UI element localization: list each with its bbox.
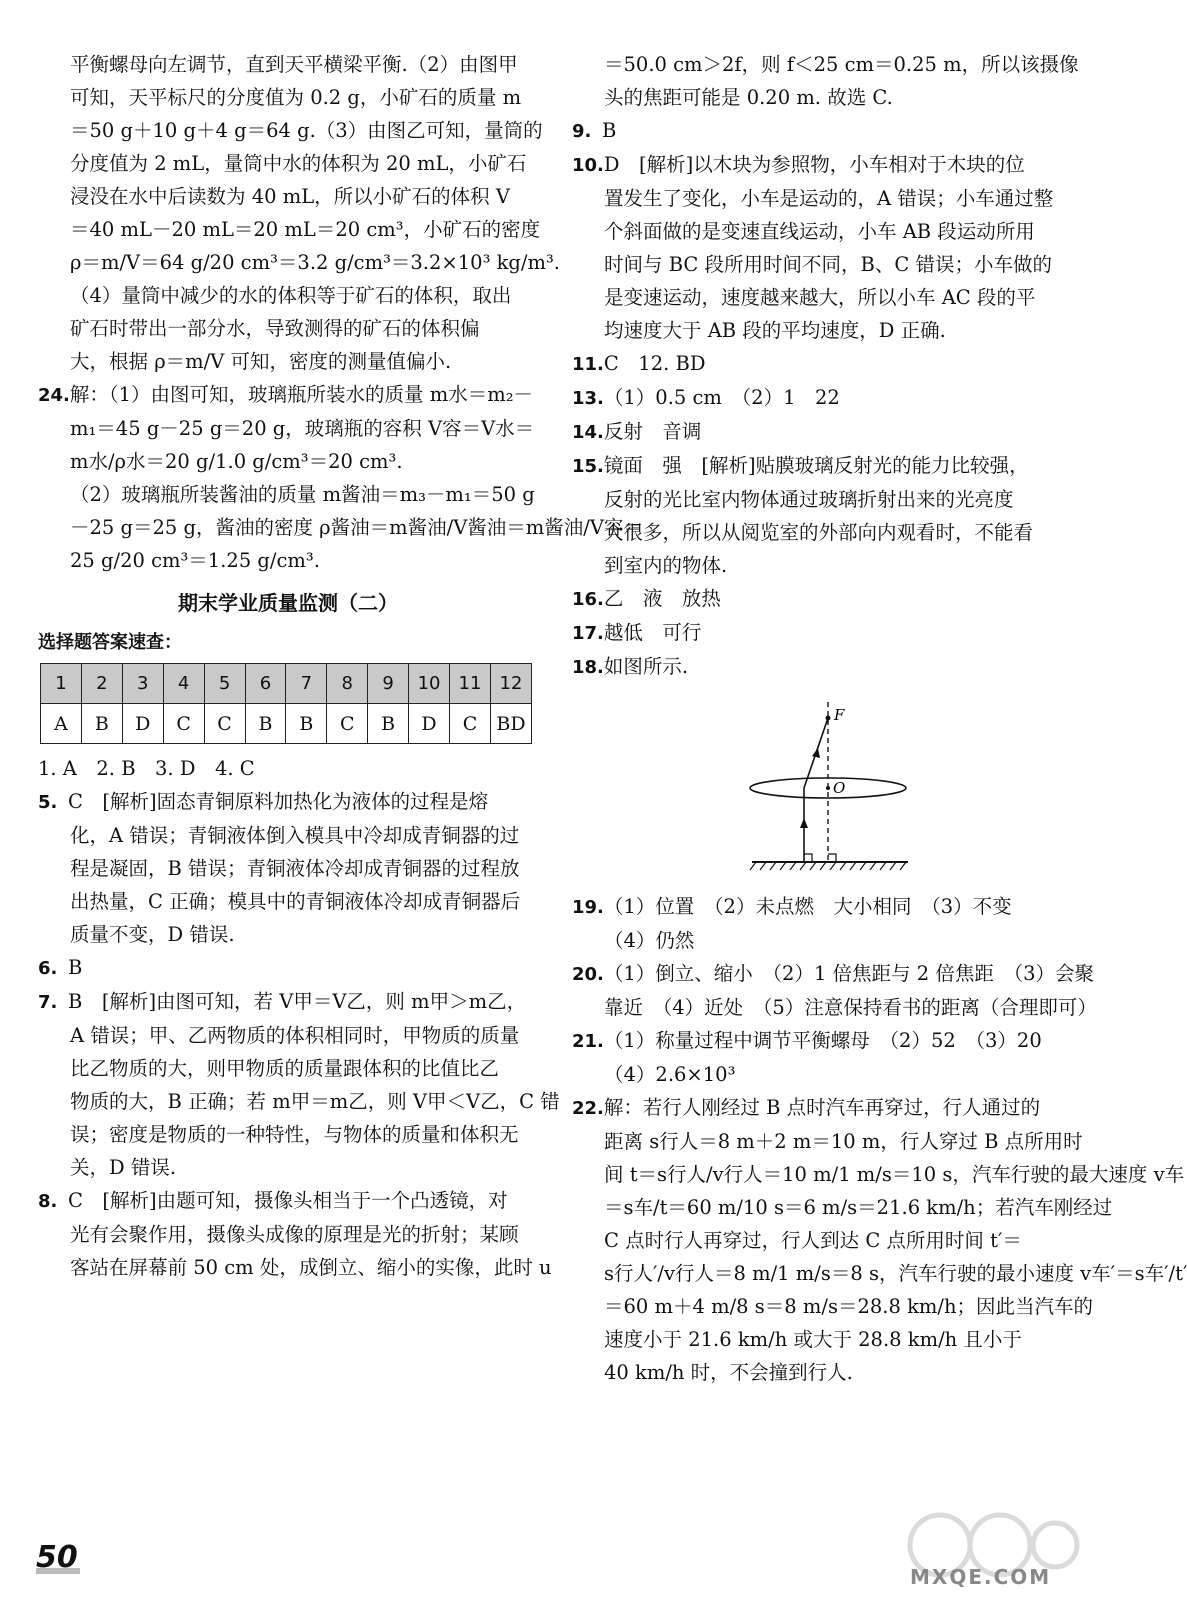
answer-table-number-cell: 7 xyxy=(286,664,327,704)
text-line xyxy=(572,957,1095,991)
text-line xyxy=(38,213,541,246)
text-line xyxy=(572,48,1079,81)
answer-table-answer-cell: D xyxy=(122,704,163,744)
watermark-text: MXQE.COM xyxy=(910,1565,1052,1589)
line-text: 25 g/20 cm³＝1.25 g/cm³. xyxy=(70,549,320,572)
text-line xyxy=(572,1224,1072,1257)
text-line xyxy=(572,582,1072,616)
text-line xyxy=(572,1323,1072,1356)
line-text: B [解析]由图可知，若 V甲＝V乙，则 m甲＞m乙， xyxy=(68,990,527,1013)
line-text: 大，根据 ρ＝m/V 可知，密度的测量值偏小. xyxy=(70,350,452,373)
line-text: 置发生了变化，小车是运动的，A 错误；小车通过整 xyxy=(604,187,1054,210)
question-number: 19. xyxy=(572,897,604,918)
line-text: 乙 液 放热 xyxy=(603,587,721,610)
text-line xyxy=(572,1191,1113,1224)
text-line xyxy=(38,885,538,918)
text-line xyxy=(38,511,643,544)
line-text: （4）仍然 xyxy=(604,929,695,952)
text-line xyxy=(38,180,538,213)
answer-table xyxy=(40,663,532,744)
line-text: 客站在屏幕前 50 cm 处，成倒立、缩小的实像，此时 u xyxy=(70,1256,552,1279)
right-text-block-1 xyxy=(572,48,1079,684)
line-text: 到室内的物体. xyxy=(604,554,728,577)
text-line xyxy=(38,1019,538,1052)
text-line xyxy=(38,1118,538,1151)
line-text: ＝s车/t＝60 m/10 s＝6 m/s＝21.6 km/h；若汽车刚经过 xyxy=(604,1196,1113,1219)
answer-table-answer-cell: D xyxy=(409,704,450,744)
line-text: 程是凝固，B 错误；青铜液体冷却成青铜器的过程放 xyxy=(70,857,520,880)
text-line xyxy=(38,1151,538,1184)
line-text: －25 g＝25 g，酱油的密度 ρ酱油＝m酱油/V酱油＝m酱油/V容＝ xyxy=(70,516,643,539)
line-text: 40 km/h 时，不会撞到行人. xyxy=(604,1361,853,1384)
line-text: （1）位置 （2）未点燃 大小相同 （3）不变 xyxy=(603,895,1012,918)
line-text: 1. A 2. B 3. D 4. C xyxy=(38,757,255,780)
text-line xyxy=(38,378,538,412)
answer-table-header-row xyxy=(41,664,532,704)
refracted-ray-arrow xyxy=(812,748,820,758)
text-line xyxy=(572,991,1097,1024)
line-text: （2）玻璃瓶所装酱油的质量 m酱油＝m₃－m₁＝50 g xyxy=(70,483,535,506)
line-text: D [解析]以木块为参照物，小车相对于木块的位 xyxy=(603,153,1025,176)
center-label: O xyxy=(833,779,846,797)
answer-table-answer-cell: B xyxy=(286,704,327,744)
text-line xyxy=(572,215,1072,248)
text-line xyxy=(38,1184,538,1218)
text-line xyxy=(572,314,1072,347)
text-line xyxy=(572,1058,1072,1091)
right-angle-mark-axis xyxy=(828,854,836,862)
line-text: 速度小于 21.6 km/h 或大于 28.8 km/h 且小于 xyxy=(604,1328,1022,1351)
text-line xyxy=(572,1257,1187,1290)
text-line xyxy=(572,1356,1072,1389)
line-text: 浸没在水中后读数为 40 mL，所以小矿石的体积 V xyxy=(70,185,510,208)
line-text: 分度值为 2 mL，量筒中水的体积为 20 mL，小矿石 xyxy=(70,152,527,175)
line-text: 头的焦距可能是 0.20 m. 故选 C. xyxy=(604,86,893,109)
text-line xyxy=(38,445,538,478)
text-line xyxy=(38,852,538,885)
text-line xyxy=(572,81,1072,114)
text-line xyxy=(572,924,1072,957)
right-angle-mark-ray xyxy=(804,854,812,862)
question-number: 15. xyxy=(572,456,604,477)
text-line xyxy=(572,248,1072,281)
line-text: C [解析]由题可知，摄像头相当于一个凸透镜，对 xyxy=(68,1189,508,1212)
text-line xyxy=(38,819,538,852)
lens-ray-diagram xyxy=(572,690,1072,890)
text-line xyxy=(572,415,1072,449)
answer-table-number-cell: 1 xyxy=(41,664,82,704)
line-text: 质量不变，D 错误. xyxy=(70,923,235,946)
text-line xyxy=(572,1125,1083,1158)
question-number: 22. xyxy=(572,1098,604,1119)
line-text: C [解析]固态青铜原料加热化为液体的过程是熔 xyxy=(68,790,489,813)
text-line xyxy=(572,1290,1094,1323)
line-text: （1）0.5 cm （2）1 22 xyxy=(603,386,840,409)
text-line xyxy=(38,951,538,985)
text-line xyxy=(38,246,560,279)
line-text: B xyxy=(602,119,617,142)
answer-table-answer-cell: C xyxy=(327,704,368,744)
answer-table-answer-cell: B xyxy=(81,704,122,744)
right-text-block-2 xyxy=(572,890,1187,1389)
line-text: 是变速运动，速度越来越大，所以小车 AC 段的平 xyxy=(604,286,1036,309)
line-text: 出热量，C 正确；模具中的青铜液体冷却成青铜器后 xyxy=(70,890,521,913)
line-text: 反射的光比室内物体通过玻璃折射出来的光亮度 xyxy=(604,488,1014,511)
line-text: 平衡螺母向左调节，直到天平横梁平衡.（2）由图甲 xyxy=(70,53,518,76)
line-text: 个斜面做的是变速直线运动，小车 AB 段运动所用 xyxy=(604,220,1035,243)
lens-ray-svg xyxy=(572,690,1072,890)
question-number: 6. xyxy=(38,958,58,979)
text-line xyxy=(38,752,538,785)
line-text: s行人′/v行人＝8 m/1 m/s＝8 s，汽车行驶的最小速度 v车′＝s车′/t′ xyxy=(604,1262,1187,1285)
line-text: ＝50 g＋10 g＋4 g＝64 g.（3）由图乙可知，量筒的 xyxy=(70,119,543,142)
line-text: 大很多，所以从阅览室的外部向内观看时，不能看 xyxy=(604,521,1034,544)
line-text: 越低 可行 xyxy=(603,621,702,644)
answer-table-number-cell: 11 xyxy=(450,664,491,704)
answer-table-number-cell: 12 xyxy=(490,664,531,704)
line-text: C 12. BD xyxy=(603,352,706,375)
text-line xyxy=(38,312,538,345)
page-number: 50 xyxy=(36,1540,78,1575)
line-text: A 错误；甲、乙两物质的体积相同时，甲物质的质量 xyxy=(70,1024,520,1047)
answer-table-answer-cell: A xyxy=(41,704,82,744)
question-number: 7. xyxy=(38,992,58,1013)
question-number: 17. xyxy=(572,623,604,644)
answer-table-answer-cell: C xyxy=(163,704,204,744)
line-text: 距离 s行人＝8 m＋2 m＝10 m，行人穿过 B 点所用时 xyxy=(604,1130,1083,1153)
question-number: 14. xyxy=(572,422,604,443)
line-text: 靠近 （4）近处 （5）注意保持看书的距离（合理即可） xyxy=(604,996,1097,1019)
question-number: 16. xyxy=(572,589,604,610)
line-text: 化，A 错误；青铜液体倒入模具中冷却成青铜器的过 xyxy=(70,824,520,847)
text-line xyxy=(572,483,1072,516)
ground-hatching xyxy=(750,862,906,870)
line-text: （4）2.6×10³ xyxy=(604,1063,736,1086)
answer-table-number-cell: 4 xyxy=(163,664,204,704)
question-number: 11. xyxy=(572,354,604,375)
line-text: 解：若行人刚经过 B 点时汽车再穿过，行人通过的 xyxy=(603,1096,1041,1119)
answer-table-number-cell: 9 xyxy=(368,664,409,704)
question-number: 9. xyxy=(572,121,592,142)
line-text: 如图所示. xyxy=(603,655,689,678)
text-line xyxy=(38,985,538,1019)
text-line xyxy=(38,1052,538,1085)
text-line xyxy=(38,918,538,951)
focus-point xyxy=(826,716,831,721)
line-text: 镜面 强 [解析]贴膜玻璃反射光的能力比较强， xyxy=(603,454,1029,477)
line-text: 解：（1）由图可知，玻璃瓶所装水的质量 m水＝m₂－ xyxy=(69,383,534,406)
quick-answer-title: 选择题答案速查： xyxy=(38,632,182,653)
question-number: 8. xyxy=(38,1191,58,1212)
line-text: 均速度大于 AB 段的平均速度，D 正确. xyxy=(604,319,946,342)
text-line xyxy=(38,345,538,378)
text-line xyxy=(38,48,538,81)
answer-table-answer-cell: C xyxy=(204,704,245,744)
question-number: 5. xyxy=(38,792,58,813)
answer-table-number-cell: 5 xyxy=(204,664,245,704)
line-text: （1）称量过程中调节平衡螺母 （2）52 （3）20 xyxy=(603,1029,1042,1052)
incident-ray-arrow xyxy=(800,818,808,828)
text-line xyxy=(572,182,1072,215)
text-line xyxy=(572,347,1072,381)
text-line xyxy=(38,478,538,511)
answer-table-answer-cell: B xyxy=(368,704,409,744)
line-text: 时间与 BC 段所用时间不同，B、C 错误；小车做的 xyxy=(604,253,1052,276)
text-line xyxy=(38,81,538,114)
question-number: 18. xyxy=(572,657,604,678)
text-line xyxy=(572,1158,1185,1191)
text-line xyxy=(572,449,1072,483)
text-line xyxy=(38,1085,560,1118)
text-line xyxy=(572,148,1072,182)
answer-table-answer-cell: BD xyxy=(490,704,531,744)
text-line xyxy=(572,114,1072,148)
question-number: 20. xyxy=(572,964,604,985)
question-number: 24. xyxy=(38,385,70,406)
text-line xyxy=(572,281,1072,314)
answer-table-answer-cell: C xyxy=(450,704,491,744)
answer-table-answer-row xyxy=(41,704,532,744)
line-text: 可知，天平标尺的分度值为 0.2 g，小矿石的质量 m xyxy=(70,86,522,109)
left-text-block-2 xyxy=(38,752,560,1284)
line-text: ρ＝m/V＝64 g/20 cm³＝3.2 g/cm³＝3.2×10³ kg/m³. xyxy=(70,251,560,274)
text-line xyxy=(572,549,1072,582)
line-text: ＝60 m＋4 m/8 s＝8 m/s＝28.8 km/h；因此当汽车的 xyxy=(604,1295,1094,1318)
line-text: m₁＝45 g－25 g＝20 g，玻璃瓶的容积 V容＝V水＝ xyxy=(70,417,535,440)
text-line xyxy=(572,890,1072,924)
text-line xyxy=(38,412,538,445)
text-line xyxy=(572,650,1072,684)
text-line xyxy=(572,1024,1072,1058)
line-text: B xyxy=(68,956,83,979)
line-text: C 点时行人再穿过，行人到达 C 点所用时间 t′＝ xyxy=(604,1229,1022,1252)
text-line xyxy=(38,279,538,312)
line-text: （4）量筒中减少的水的体积等于矿石的体积，取出 xyxy=(70,284,512,307)
text-line xyxy=(38,1251,552,1284)
text-line xyxy=(38,1218,538,1251)
line-text: m水/ρ水＝20 g/1.0 g/cm³＝20 cm³. xyxy=(70,450,403,473)
optical-center-point xyxy=(826,786,830,790)
line-text: ＝40 mL－20 mL＝20 mL＝20 cm³，小矿石的密度 xyxy=(70,218,541,241)
text-line xyxy=(38,147,538,180)
line-text: 光有会聚作用，摄像头成像的原理是光的折射；某顾 xyxy=(70,1223,519,1246)
right-column xyxy=(572,48,1187,1389)
answer-table-number-cell: 8 xyxy=(327,664,368,704)
text-line xyxy=(572,381,1072,415)
text-line xyxy=(572,1091,1072,1125)
section-title: 期末学业质量监测（二） xyxy=(178,591,398,615)
line-text: ＝50.0 cm＞2f，则 f＜25 cm＝0.25 m，所以该摄像 xyxy=(604,53,1079,76)
text-line xyxy=(572,516,1072,549)
answer-table-number-cell: 3 xyxy=(122,664,163,704)
line-text: 误；密度是物质的一种特性，与物体的质量和体积无 xyxy=(70,1123,519,1146)
line-text: 关，D 错误. xyxy=(70,1156,177,1179)
answer-table-number-cell: 6 xyxy=(245,664,286,704)
question-number: 21. xyxy=(572,1031,604,1052)
line-text: 反射 音调 xyxy=(603,420,702,443)
line-text: （1）倒立、缩小 （2）1 倍焦距与 2 倍焦距 （3）会聚 xyxy=(603,962,1095,985)
answer-table-number-cell: 10 xyxy=(409,664,450,704)
focus-label: F xyxy=(834,706,845,724)
answer-table-number-cell: 2 xyxy=(81,664,122,704)
text-line xyxy=(38,114,543,147)
answer-table-answer-cell: B xyxy=(245,704,286,744)
question-number: 13. xyxy=(572,388,604,409)
line-text: 间 t＝s行人/v行人＝10 m/1 m/s＝10 s，汽车行驶的最大速度 v车 xyxy=(604,1163,1185,1186)
question-number: 10. xyxy=(572,155,604,176)
text-line xyxy=(38,785,538,819)
line-text: 物质的大，B 正确；若 m甲＝m乙，则 V甲＜V乙，C 错 xyxy=(70,1090,560,1113)
line-text: 矿石时带出一部分水，导致测得的矿石的体积偏 xyxy=(70,317,480,340)
line-text: 比乙物质的大，则甲物质的质量跟体积的比值比乙 xyxy=(70,1057,500,1080)
text-line xyxy=(572,616,1072,650)
text-line xyxy=(38,544,538,577)
